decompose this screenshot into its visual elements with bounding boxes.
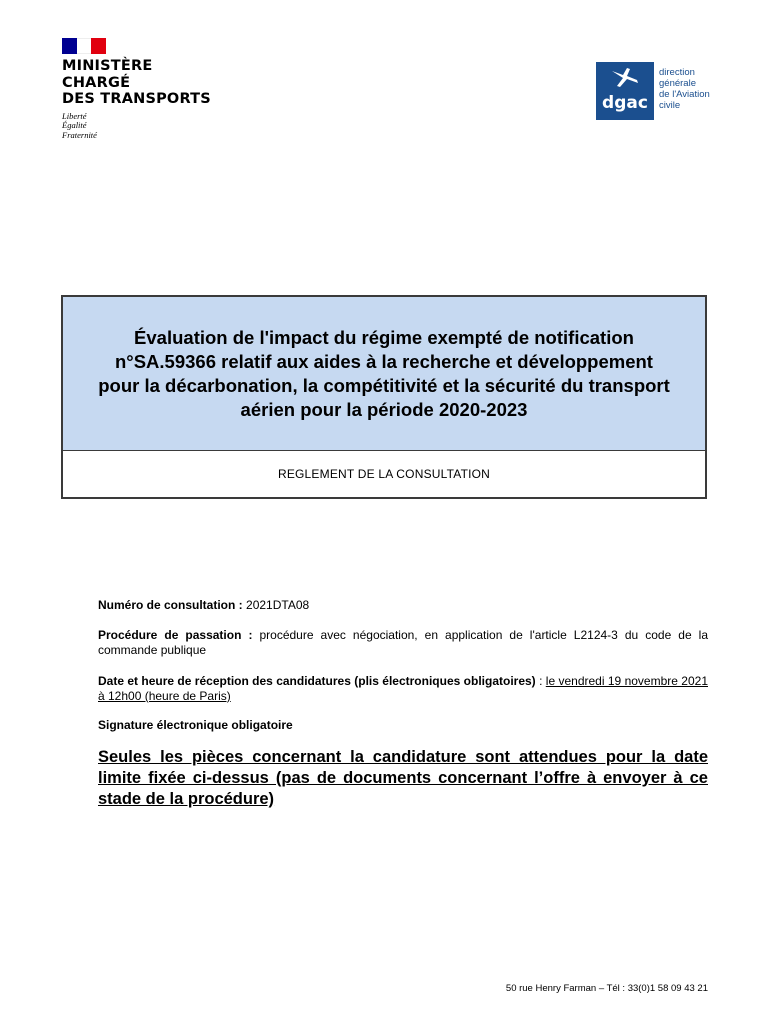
- dgac-fullname-line: de l'Aviation: [659, 89, 710, 100]
- procedure: [98, 628, 708, 658]
- ministry-name-line: MINISTÈRE: [62, 58, 153, 74]
- consultation-number-label: Numéro de consultation :: [98, 598, 243, 612]
- dgac-acronym: dgac: [602, 93, 648, 113]
- title-line: Évaluation de l'impact du régime exempté de notification: [134, 326, 634, 348]
- motto-line: Égalité: [62, 120, 87, 130]
- motto-line: Liberté: [62, 110, 87, 121]
- title-line: aérien pour la période 2020-2023: [240, 398, 528, 420]
- consultation-number: [98, 598, 708, 613]
- ministry-name-line: CHARGÉ: [62, 74, 131, 91]
- candidature-notice: Seules les pièces concernant la candidature sont attendues pour la date limite fixée ci-dessus (pas de documents concernant l’offre à envoyer à ce stade de la procédure): [98, 748, 708, 808]
- document-title: [98, 326, 670, 422]
- footer-address: 50 rue Henry Farman – Tél : 33(0)1 58 09 43 21: [505, 983, 708, 994]
- title-box: [61, 295, 707, 499]
- title-line: pour la décarbonation, la compétitivité et la sécurité du transport: [98, 374, 670, 396]
- french-flag-icon: [62, 38, 106, 54]
- dgac-fullname-line: générale: [659, 78, 696, 89]
- ministry-logo: [62, 38, 232, 140]
- procedure-label: Procédure de passation :: [98, 628, 253, 642]
- dgac-emblem: [596, 62, 654, 120]
- title-line: n°SA.59366 relatif aux aides à la recherche et développement: [115, 350, 653, 372]
- dgac-fullname-line: civile: [659, 100, 681, 111]
- dgac-fullname: [659, 67, 710, 111]
- dgac-fullname-line: direction: [659, 67, 695, 78]
- republic-motto: [62, 112, 232, 141]
- signature-requirement: [98, 718, 708, 733]
- title-panel: [63, 297, 705, 451]
- ministry-name: [62, 58, 232, 108]
- motto-line: Fraternité: [62, 129, 97, 140]
- submission-deadline-label: Date et heure de réception des candidatures (plis électroniques obligatoires): [98, 674, 536, 688]
- signature-requirement-text: Signature électronique obligatoire: [98, 718, 293, 732]
- submission-deadline: [98, 674, 708, 704]
- procedure-value: procédure avec négociation, en application de l'article L2124-3 du code de la commande publique: [98, 628, 708, 657]
- dgac-logo: [596, 62, 710, 120]
- bird-icon: [610, 67, 640, 89]
- submission-deadline-value: le vendredi 19 novembre 2021 à 12h00 (heure de Paris): [98, 674, 708, 703]
- submission-deadline-separator: :: [539, 674, 543, 688]
- document-subtitle: REGLEMENT DE LA CONSULTATION: [277, 467, 491, 481]
- consultation-number-value: 2021DTA08: [246, 598, 310, 612]
- ministry-name-line: DES TRANSPORTS: [62, 91, 211, 107]
